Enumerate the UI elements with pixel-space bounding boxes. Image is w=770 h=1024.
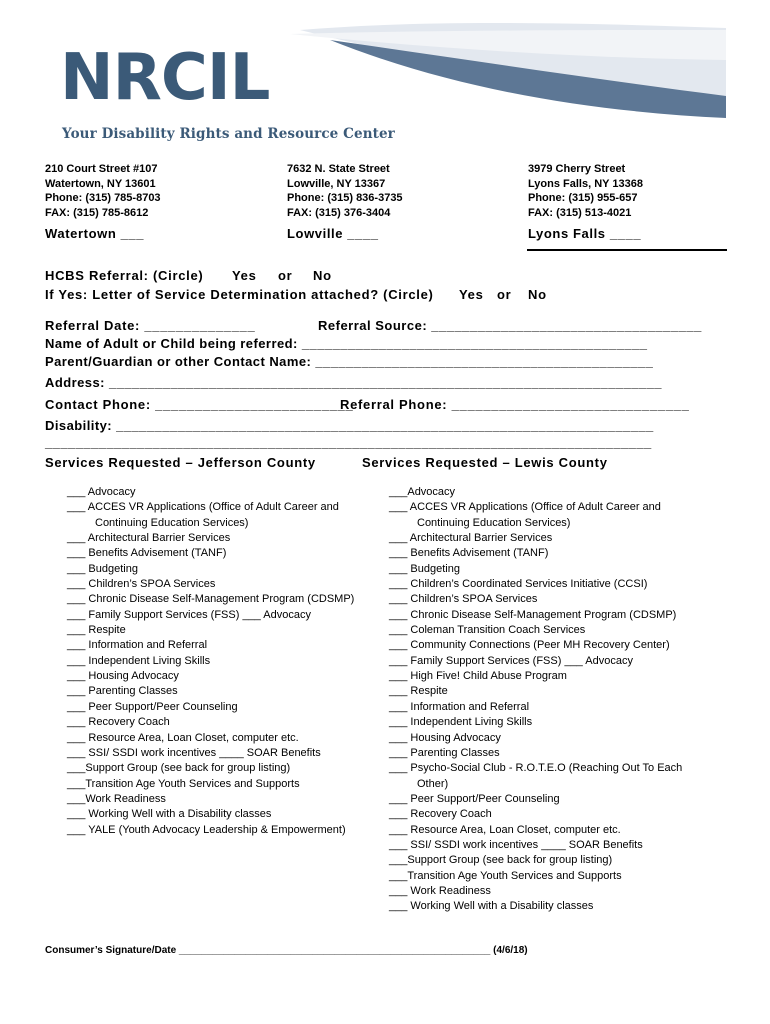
office-select-lyons-falls[interactable]: Lyons Falls ____ [528,225,642,241]
service-item[interactable]: Other) [417,777,449,790]
hcbs-no-option[interactable]: No [313,268,332,283]
referred-name-field[interactable]: Name of Adult or Child being referred: _____________________________________________ [45,336,648,351]
service-item[interactable]: ___ Psycho-Social Club - R.O.T.E.O (Reaching Out To Each [389,762,683,775]
service-item[interactable]: ___ Respite [67,624,126,637]
referral-source-field[interactable]: Referral Source: ___________________________________ [318,318,702,333]
service-item[interactable]: ___ ACCES VR Applications (Office of Adult Career and [389,501,661,514]
service-item[interactable]: ___ Housing Advocacy [389,731,501,744]
service-item[interactable]: ___Support Group (see back for group listing) [67,762,291,775]
office-lowville [287,162,403,242]
office-city: Lowville, NY 13367 [287,177,386,190]
service-item[interactable]: ___ Architectural Barrier Services [389,532,553,545]
service-item[interactable]: ___ Information and Referral [67,639,208,652]
service-item[interactable]: ___ Parenting Classes [389,746,500,759]
service-item[interactable]: ___ Children’s SPOA Services [389,593,538,606]
office-street: 7632 N. State Street [287,163,390,175]
service-item[interactable]: ___ Benefits Advisement (TANF) [67,547,227,560]
referral-date-field[interactable]: Referral Date: ______________ [45,318,256,333]
jefferson-services-list [67,485,354,838]
office-lyons-falls [528,162,643,242]
form-version: (4/6/18) [493,945,528,956]
service-item[interactable]: ___ Family Support Services (FSS) ___ Advocacy [389,654,633,667]
service-item[interactable]: ___ High Five! Child Abuse Program [389,670,567,683]
service-item[interactable]: ___ Independent Living Skills [67,654,211,667]
service-item[interactable]: Continuing Education Services) [95,516,249,529]
service-item[interactable]: ___ Chronic Disease Self-Management Program (CDSMP) [67,593,355,606]
hcbs-yes-option[interactable]: Yes [232,268,257,283]
office-fax: FAX: (315) 376-3404 [287,207,391,220]
service-item[interactable]: ___ Coleman Transition Coach Services [389,624,586,637]
service-item[interactable]: ___ Respite [389,685,448,698]
disability-continuation-line[interactable]: _______________________________________________________________________________ [45,435,652,450]
lewis-services-list [389,485,682,915]
office-city: Watertown, NY 13601 [45,177,156,190]
service-item[interactable]: ___ Parenting Classes [67,685,178,698]
office-watertown [45,162,161,242]
service-item[interactable]: ___ Benefits Advisement (TANF) [389,547,549,560]
lewis-services-title: Services Requested – Lewis County [362,455,608,470]
address-field[interactable]: Address: ________________________________________________________________________ [45,375,662,390]
service-item[interactable]: ___ Chronic Disease Self-Management Program (CDSMP) [389,608,677,621]
service-item[interactable]: ___ Work Readiness [389,884,491,897]
office-phone: Phone: (315) 955-657 [528,192,638,205]
office-phone: Phone: (315) 836-3735 [287,192,403,205]
office-phone: Phone: (315) 785-8703 [45,192,161,205]
service-item[interactable]: ___ Peer Support/Peer Counseling [389,792,560,805]
service-item[interactable]: Continuing Education Services) [417,516,571,529]
service-item[interactable]: ___Support Group (see back for group listing) [389,854,613,867]
letter-or-text: or [497,287,512,302]
office-street: 210 Court Street #107 [45,163,158,175]
service-item[interactable]: ___ Advocacy [67,486,136,498]
service-item[interactable]: ___ Resource Area, Loan Closet, computer etc. [389,823,621,836]
service-item[interactable]: ___ ACCES VR Applications (Office of Adult Career and [67,501,339,514]
service-item[interactable]: ___ Family Support Services (FSS) ___ Advocacy [67,608,311,621]
jefferson-services-title: Services Requested – Jefferson County [45,455,316,470]
office-fax: FAX: (315) 513-4021 [528,207,632,220]
divider-rule [527,249,727,251]
service-item[interactable]: ___ Working Well with a Disability classes [389,900,594,913]
office-city: Lyons Falls, NY 13368 [528,177,643,190]
service-item[interactable]: ___ Budgeting [389,562,460,575]
signature-field[interactable]: Consumer’s Signature/Date ________________________________________________________ [45,945,491,956]
service-item[interactable]: ___ Architectural Barrier Services [67,532,231,545]
service-item[interactable]: ___ Resource Area, Loan Closet, computer etc. [67,731,299,744]
service-item[interactable]: ___Transition Age Youth Services and Supports [389,869,622,882]
service-item[interactable]: ___ Budgeting [67,562,138,575]
service-item[interactable]: ___Transition Age Youth Services and Supports [67,777,300,790]
contact-name-field[interactable]: Parent/Guardian or other Contact Name: ____________________________________________ [45,354,654,369]
referral-phone-field[interactable]: Referral Phone: ______________________________ [340,397,690,412]
tagline: Your Disability Rights and Resource Center [62,126,395,142]
service-item[interactable]: ___ Information and Referral [389,700,530,713]
hcbs-or-text: or [278,268,293,283]
service-item[interactable]: ___ Recovery Coach [389,808,492,821]
office-select-lowville[interactable]: Lowville ____ [287,225,379,241]
service-item[interactable]: ___Advocacy [389,486,456,498]
service-item[interactable]: ___ Housing Advocacy [67,670,179,683]
service-item[interactable]: ___Work Readiness [67,792,166,805]
hcbs-referral-label: HCBS Referral: (Circle) [45,268,204,283]
consumer-signature-line [45,945,528,956]
service-item[interactable]: ___ Working Well with a Disability classes [67,808,272,821]
nrcil-logo: NRCIL [60,41,270,115]
service-item[interactable]: ___ YALE (Youth Advocacy Leadership & Empowerment) [67,823,346,836]
service-item[interactable]: ___ Children’s SPOA Services [67,578,216,591]
service-item[interactable]: ___ SSI/ SSDI work incentives ____ SOAR Benefits [389,838,643,851]
service-item[interactable]: ___ Children’s Coordinated Services Initiative (CCSI) [389,578,648,591]
contact-phone-field[interactable]: Contact Phone: _________________________ [45,397,354,412]
disability-field[interactable]: Disability: ______________________________________________________________________ [45,418,654,433]
service-item[interactable]: ___ Recovery Coach [67,716,170,729]
letter-no-option[interactable]: No [528,287,547,302]
letter-yes-option[interactable]: Yes [459,287,484,302]
office-fax: FAX: (315) 785-8612 [45,207,149,220]
service-item[interactable]: ___ SSI/ SSDI work incentives ____ SOAR Benefits [67,746,321,759]
letter-attached-label: If Yes: Letter of Service Determination attached? (Circle) [45,287,434,302]
service-item[interactable]: ___ Community Connections (Peer MH Recovery Center) [389,639,670,652]
office-street: 3979 Cherry Street [528,163,626,175]
office-select-watertown[interactable]: Watertown ___ [45,225,145,241]
service-item[interactable]: ___ Peer Support/Peer Counseling [67,700,238,713]
service-item[interactable]: ___ Independent Living Skills [389,716,533,729]
